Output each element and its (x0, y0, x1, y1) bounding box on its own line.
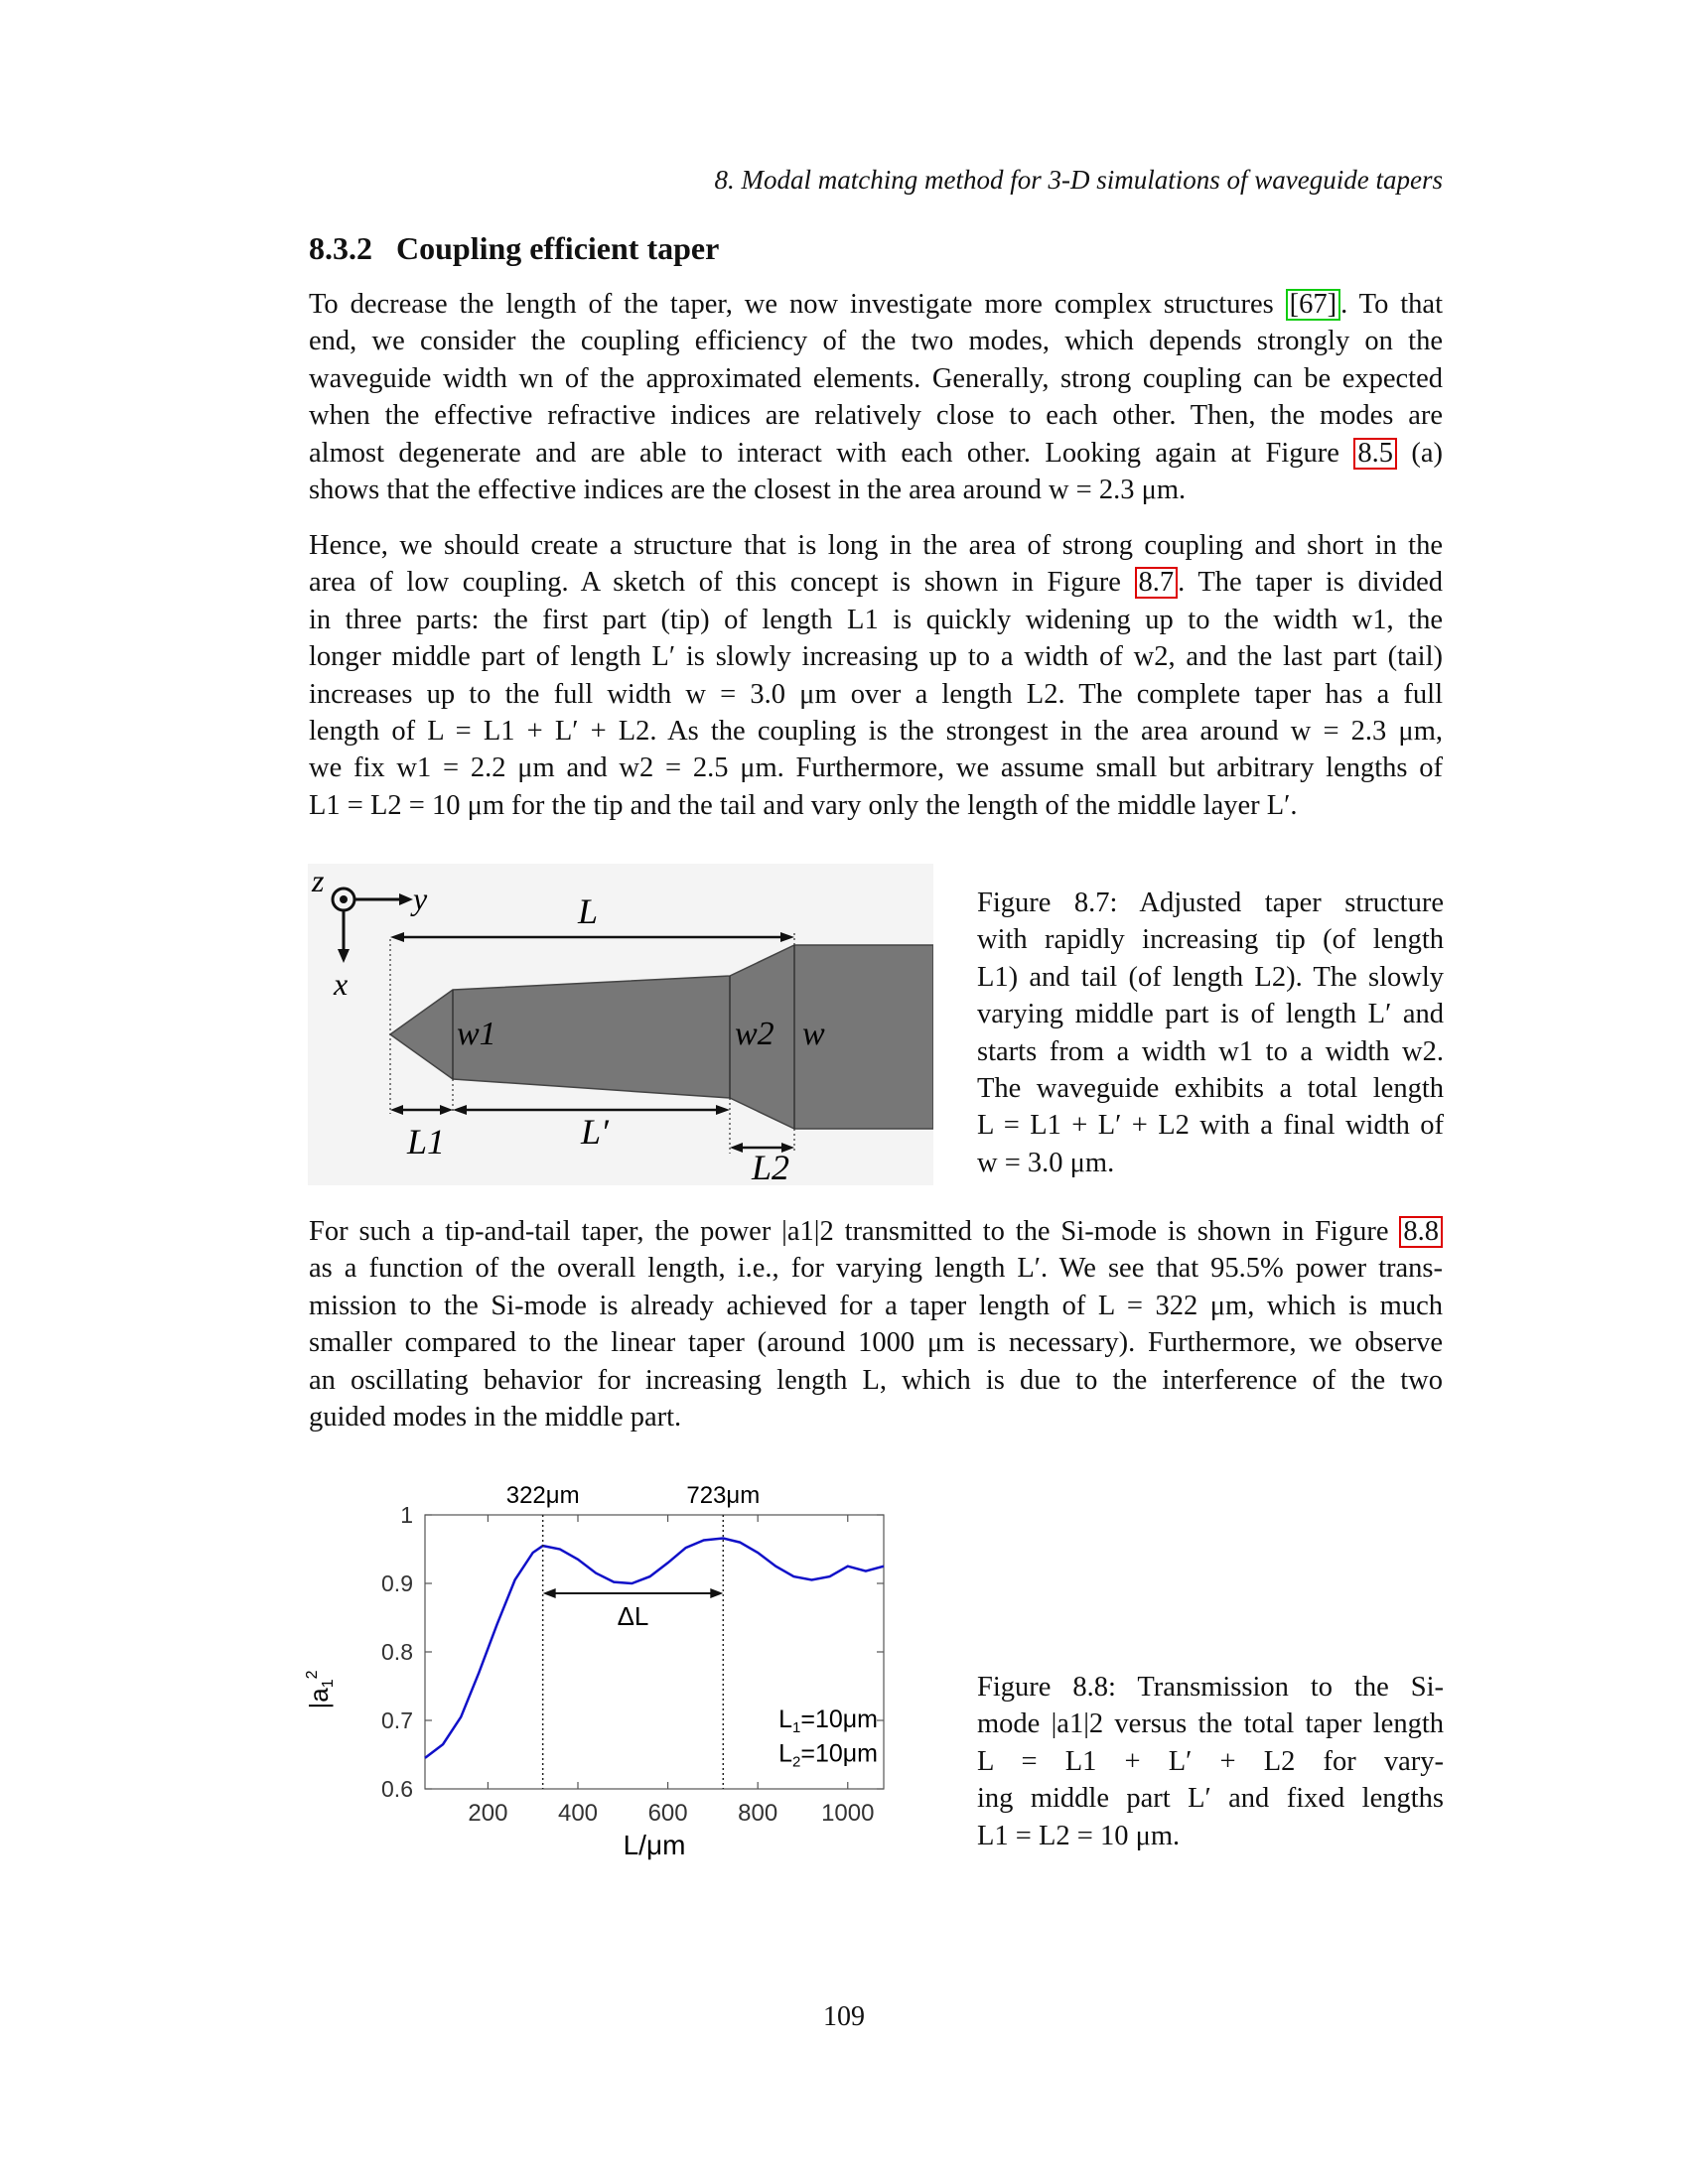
arrowhead (710, 1588, 723, 1598)
y-tick-label: 0.9 (381, 1570, 413, 1596)
x-axis-label: L/μm (623, 1830, 686, 1860)
figure-8-8-caption (977, 1669, 1444, 1854)
text-line: L1 = L2 = 10 μm for the tip and the tail and vary only the length of the middle layer L′. (309, 789, 1298, 821)
paragraph-3 (309, 1213, 1443, 1435)
x-tick-label: 800 (738, 1800, 778, 1827)
w2-label: w2 (735, 1016, 774, 1052)
y-label: y (413, 881, 428, 916)
caption-line: starts from a width w1 to a width w2. (977, 1035, 1444, 1067)
text-line: an oscillating behavior for increasing length L, which is due to the interference of the two (309, 1364, 1443, 1396)
w-label: w (802, 1016, 825, 1052)
caption-line: L = L1 + L′ + L2 for vary- (977, 1745, 1444, 1777)
running-header: 8. Modal matching method for 3-D simulations of waveguide tapers (714, 165, 1443, 195)
marker-label: 322μm (505, 1482, 580, 1509)
section-number: 8.3.2 (309, 230, 372, 266)
text-line: To decrease the length of the taper, we now investigate more complex structures [67] . To that (309, 289, 1443, 320)
text-line: mission to the Si-mode is already achieved for a taper length of L = 322 μm, which is much (309, 1290, 1443, 1321)
text-line: as a function of the overall length, i.e., for varying length L′. We see that 95.5% power trans- (309, 1253, 1443, 1285)
text-line: length of L = L1 + L′ + L2. As the coupling is the strongest in the area around w = 2.3 μm, (309, 716, 1443, 748)
y-axis-label: $|a1^2$ (304, 1670, 337, 1709)
text-line: end, we consider the coupling efficiency of the two modes, which depends strongly on the (309, 326, 1443, 357)
caption-line: The waveguide exhibits a total length (977, 1073, 1444, 1105)
y-tick-label: 1 (400, 1502, 413, 1528)
caption-line: w = 3.0 μm. (977, 1147, 1115, 1178)
caption-line: ing middle part L′ and fixed lengths (977, 1783, 1444, 1815)
x-tick-label: 600 (647, 1800, 688, 1827)
page-number: 109 (823, 2001, 865, 2032)
y-tick-label: 0.6 (381, 1776, 413, 1802)
text-line: shows that the effective indices are the closest in the area around w = 2.3 μm. (309, 475, 1187, 506)
transmission-chart (298, 1479, 914, 1866)
L2-annotation: $L_2=10\mu m$ (778, 1739, 878, 1771)
taper-structure-figure (308, 864, 933, 1185)
Lprime-label: L′ (581, 1112, 609, 1152)
section-heading (309, 230, 719, 267)
text-line: when the effective refractive indices are relatively close to each other. Then, the modes are (309, 400, 1443, 432)
text-line: area of low coupling. A sketch of this concept is shown in Figure 8.7 . The taper is divided (309, 567, 1443, 599)
x-label: x (334, 966, 349, 1002)
caption-line: with rapidly increasing tip (of length (977, 924, 1444, 956)
section-title: Coupling efficient taper (396, 230, 720, 266)
L-label: L (578, 891, 599, 931)
L2-label: L2 (752, 1148, 790, 1185)
figure-ref-link[interactable]: 8.5 (1353, 438, 1397, 470)
text-line: For such a tip-and-tail taper, the power |a1|2 transmitted to the Si-mode is shown in Figure 8.8 (309, 1213, 1443, 1250)
figure-8-7-caption (977, 885, 1444, 1181)
L1-annotation: $L_1=10\mu m$ (778, 1705, 878, 1736)
text-line: increases up to the full width w = 3.0 μm over a length L2. The complete taper has a full (309, 678, 1443, 710)
z-axis-dot (340, 895, 348, 903)
arrowhead (543, 1588, 556, 1598)
text-line: guided modes in the middle part. (309, 1402, 682, 1433)
text-line: longer middle part of length L′ is slowly increasing up to a width of w2, and the last part (tail) (309, 641, 1443, 673)
text-line: waveguide width wn of the approximated elements. Generally, strong coupling can be expected (309, 362, 1443, 394)
caption-line: mode |a1|2 versus the total taper length (977, 1708, 1444, 1740)
caption-line: L1 = L2 = 10 μm. (977, 1820, 1181, 1851)
caption-line: Figure 8.7: Adjusted taper structure (977, 887, 1444, 918)
marker-label: 723μm (686, 1482, 761, 1509)
caption-line: L1) and tail (of length L2). The slowly (977, 961, 1444, 993)
citation-link[interactable]: [67] (1286, 289, 1340, 321)
paragraph-2 (309, 527, 1443, 824)
paragraph-1 (309, 286, 1443, 508)
x-tick-label: 200 (468, 1800, 508, 1827)
text-line: in three parts: the first part (tip) of length L1 is quickly widening up to the width w1, the (309, 604, 1443, 635)
w1-label: w1 (457, 1016, 496, 1052)
x-tick-label: 400 (557, 1800, 599, 1827)
text-line: Hence, we should create a structure that is long in the area of strong coupling and short in the (309, 530, 1443, 561)
caption-line: Figure 8.8: Transmission to the Si- (977, 1672, 1444, 1703)
z-label: z (312, 864, 325, 898)
caption-line: L = L1 + L′ + L2 with a final width of (977, 1110, 1444, 1142)
x-tick-label: 1000 (821, 1800, 875, 1827)
text-line: we fix w1 = 2.2 μm and w2 = 2.5 μm. Furthermore, we assume small but arbitrary lengths of (309, 752, 1443, 784)
delta-L-label: ΔL (617, 1601, 649, 1631)
figure-ref-link[interactable]: 8.8 (1399, 1216, 1443, 1248)
text-line: almost degenerate and are able to interact with each other. Looking again at Figure 8.5 (a) (309, 437, 1443, 469)
L1-label: L1 (407, 1122, 446, 1161)
caption-line: varying middle part is of length L′ and (977, 999, 1444, 1030)
y-tick-label: 0.8 (381, 1639, 413, 1665)
y-tick-label: 0.7 (381, 1707, 413, 1733)
text-line: smaller compared to the linear taper (around 1000 μm is necessary). Furthermore, we observe (309, 1327, 1443, 1359)
figure-ref-link[interactable]: 8.7 (1135, 567, 1179, 599)
